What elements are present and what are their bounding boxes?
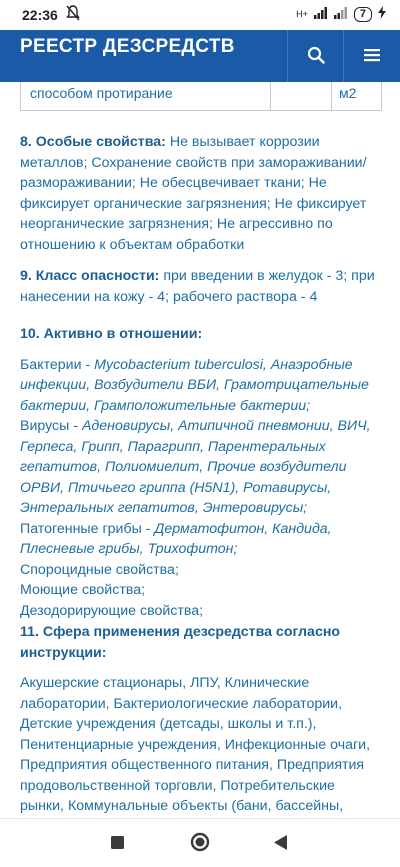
signal-icon-2 [334, 7, 348, 22]
bacteria-list[interactable]: Mycobacterium tuberculosi, Анаэробные инфекции, Возбудители ВБИ, Грамотрицательные бактерии, Грамположительные бактерии; [20, 356, 369, 414]
app-header [0, 30, 400, 82]
table-cell-unit: м2 [339, 85, 357, 101]
system-nav-bar [0, 818, 400, 867]
section-application-scope [20, 622, 380, 817]
table-divider [270, 82, 271, 110]
table-row [20, 82, 382, 111]
home-button[interactable] [190, 832, 210, 857]
viruses-label: Вирусы - [20, 418, 82, 434]
section-heading: 8. Особые свойства: [20, 134, 166, 150]
menu-button[interactable] [343, 30, 400, 82]
square-icon [111, 836, 124, 849]
section-heading: 11. Сфера применения дезсредства согласно инструкции: [20, 624, 341, 661]
section-heading: 9. Класс опасности: [20, 268, 160, 284]
section-text: при введении в желудок - 3; при нанесении на кожу - 4; рабочего раствора - 4 [20, 268, 375, 305]
status-bar [0, 0, 400, 30]
status-indicators [296, 6, 386, 22]
washing-property: Моющие свойства; [20, 582, 146, 598]
back-button[interactable] [274, 835, 288, 855]
section-active-against [20, 324, 380, 621]
table-cell-method: способом протирание [30, 85, 173, 101]
table-divider [331, 82, 332, 110]
deodorizing-property: Дезодорирующие свойства; [20, 602, 204, 619]
section-text: Акушерские стационары, ЛПУ, Клинические лаборатории, Бактериологические лаборатории, Детские учреждения (детсады, школы и т.п.), Пенитенциарные учреждения, Инфекционные очаги, Предприятия общественного питания, Предприятия продовольственной торговли, Потребительские рынки, Коммунальные объекты (бани, бассейны, [20, 675, 371, 814]
search-icon [307, 46, 325, 64]
section-hazard-class [20, 266, 380, 307]
recents-button[interactable] [111, 836, 124, 854]
app-title[interactable]: РЕЕСТР ДЕЗСРЕДСТВ [20, 36, 235, 57]
section-heading: 10. Активно в отношении: [20, 326, 203, 342]
section-special-properties [20, 132, 380, 255]
status-time: 22:36 [22, 7, 58, 23]
back-triangle-icon [274, 835, 288, 850]
viruses-list[interactable]: Аденовирусы, Атипичной пневмонии, ВИЧ, Герпеса, Грипп, Парагрипп, Парентеральных гепатитов, Полиомиелит, Прочие возбудители ОРВИ, Птичьего гриппа (H5N1), Ротавирусы, Энтеральных гепатитов, Энтеровирусы; [20, 418, 371, 516]
signal-type: H+ [296, 8, 308, 19]
content-scroll[interactable] [0, 82, 400, 818]
circle-icon [190, 832, 210, 852]
bell-off-icon [66, 5, 80, 24]
signal-icon [314, 7, 328, 22]
charging-icon [378, 6, 386, 22]
bacteria-label: Бактерии - [20, 356, 95, 373]
menu-icon [363, 46, 381, 64]
battery-icon: 7 [354, 7, 372, 22]
section-text: Не вызывает коррозии металлов; Сохранение свойств при замораживании/размораживании; Не обесцвечивает ткани; Не фиксирует органические загрязнения; Не фиксирует неорганические загрязнения; Не агрессивно по отношению к объектам обработки [20, 134, 367, 253]
sporicidal-property: Спороцидные свойства; [20, 561, 179, 578]
search-button[interactable] [287, 30, 345, 82]
fungi-label: Патогенные грибы - [20, 520, 155, 537]
fungi-list[interactable]: Дерматофитон, Кандида, Плесневые грибы, Трихофитон; [20, 520, 332, 557]
